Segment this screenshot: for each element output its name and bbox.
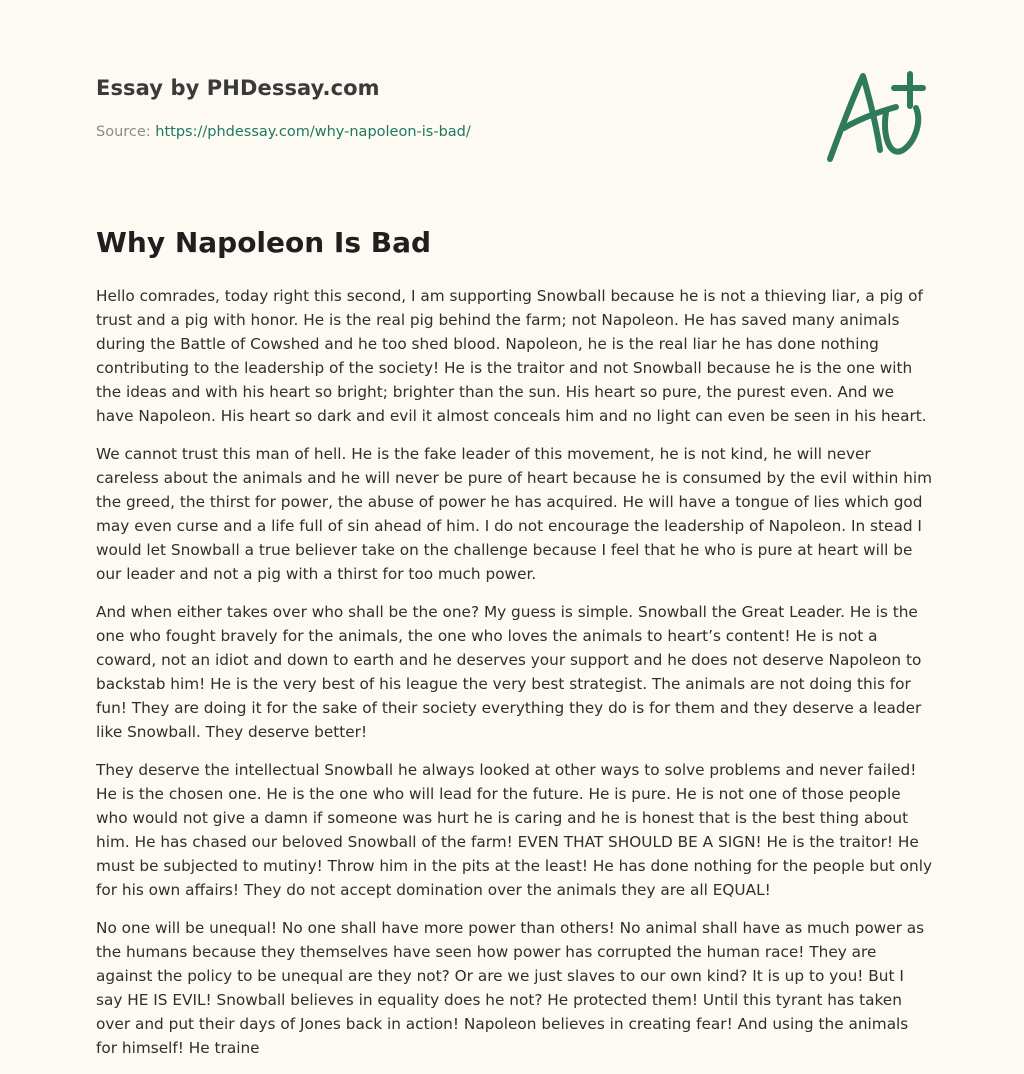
source-line <box>96 124 471 140</box>
a-plus-logo-icon <box>818 64 934 168</box>
essay-paragraph-5: No one will be unequal! No one shall have more power than others! No animal shall have as much power as the humans because they themselves have seen how power has corrupted the human race! They are against the policy to be unequal are they not? Or are we just slaves to our own kind? It is up to you! But I say HE IS EVIL! Snowball believes in equality does he not? He protected them! Until this tyrant has taken over and put their days of Jones back in action! Napoleon believes in creating fear! And using the animals for himself! He traine <box>96 919 925 1057</box>
source-label: Source: <box>96 124 151 140</box>
source-link[interactable]: https://phdessay.com/why-napoleon-is-bad/ <box>155 124 471 140</box>
essay-paragraph-4: They deserve the intellectual Snowball he always looked at other ways to solve problems and never failed! He is the chosen one. He is the one who will lead for the future. He is pure. He is not one of those people who would not give a damn if someone was hurt he is caring and he is honest that is the best thing about him. He has chased our beloved Snowball of the farm! EVEN THAT SHOULD BE A SIGN! He is the traitor! He must be subjected to mutiny! Throw him in the pits at the least! He has done nothing for the people but only for his own affairs! They do not accept domination over the animals they are all EQUAL! <box>96 761 933 899</box>
site-brand: Essay by PHDessay.com <box>96 76 380 100</box>
essay-paragraph-2: We cannot trust this man of hell. He is the fake leader of this movement, he is not kind, he will never careless about the animals and he will never be pure of heart because he is consumed by the evil within him the greed, the thirst for power, the abuse of power he has acquired. He will have a tongue of lies which god may even curse and a life full of sin ahead of him. I do not encourage the leadership of Napoleon. In stead I would let Snowball a true believer take on the challenge because I feel that he who is pure at heart will be our leader and not a pig with a thirst for too much power. <box>96 445 932 583</box>
essay-body <box>96 284 932 1074</box>
essay-title: Why Napoleon Is Bad <box>96 226 432 259</box>
essay-paragraph-1: Hello comrades, today right this second, I am supporting Snowball because he is not a thieving liar, a pig of trust and a pig with honor. He is the real pig behind the farm; not Napoleon. He has saved many animals during the Battle of Cowshed and he too shed blood. Napoleon, he is the real liar he has done nothing contributing to the leadership of the society! He is the traitor and not Snowball because he is the one with the ideas and with his heart so bright; brighter than the sun. His heart so pure, the purest even. And we have Napoleon. His heart so dark and evil it almost conceals him and no light can even be seen in his heart. <box>96 287 927 425</box>
essay-paragraph-3: And when either takes over who shall be the one? My guess is simple. Snowball the Great Leader. He is the one who fought bravely for the animals, the one who loves the animals to heart’s content! He is not a coward, not an idiot and down to earth and he deserves your support and he does not deserve Napoleon to backstab him! He is the very best of his league the very best strategist. The animals are not doing this for fun! They are doing it for the sake of their society everything they do is for them and they deserve a leader like Snowball. They deserve better! <box>96 603 922 741</box>
